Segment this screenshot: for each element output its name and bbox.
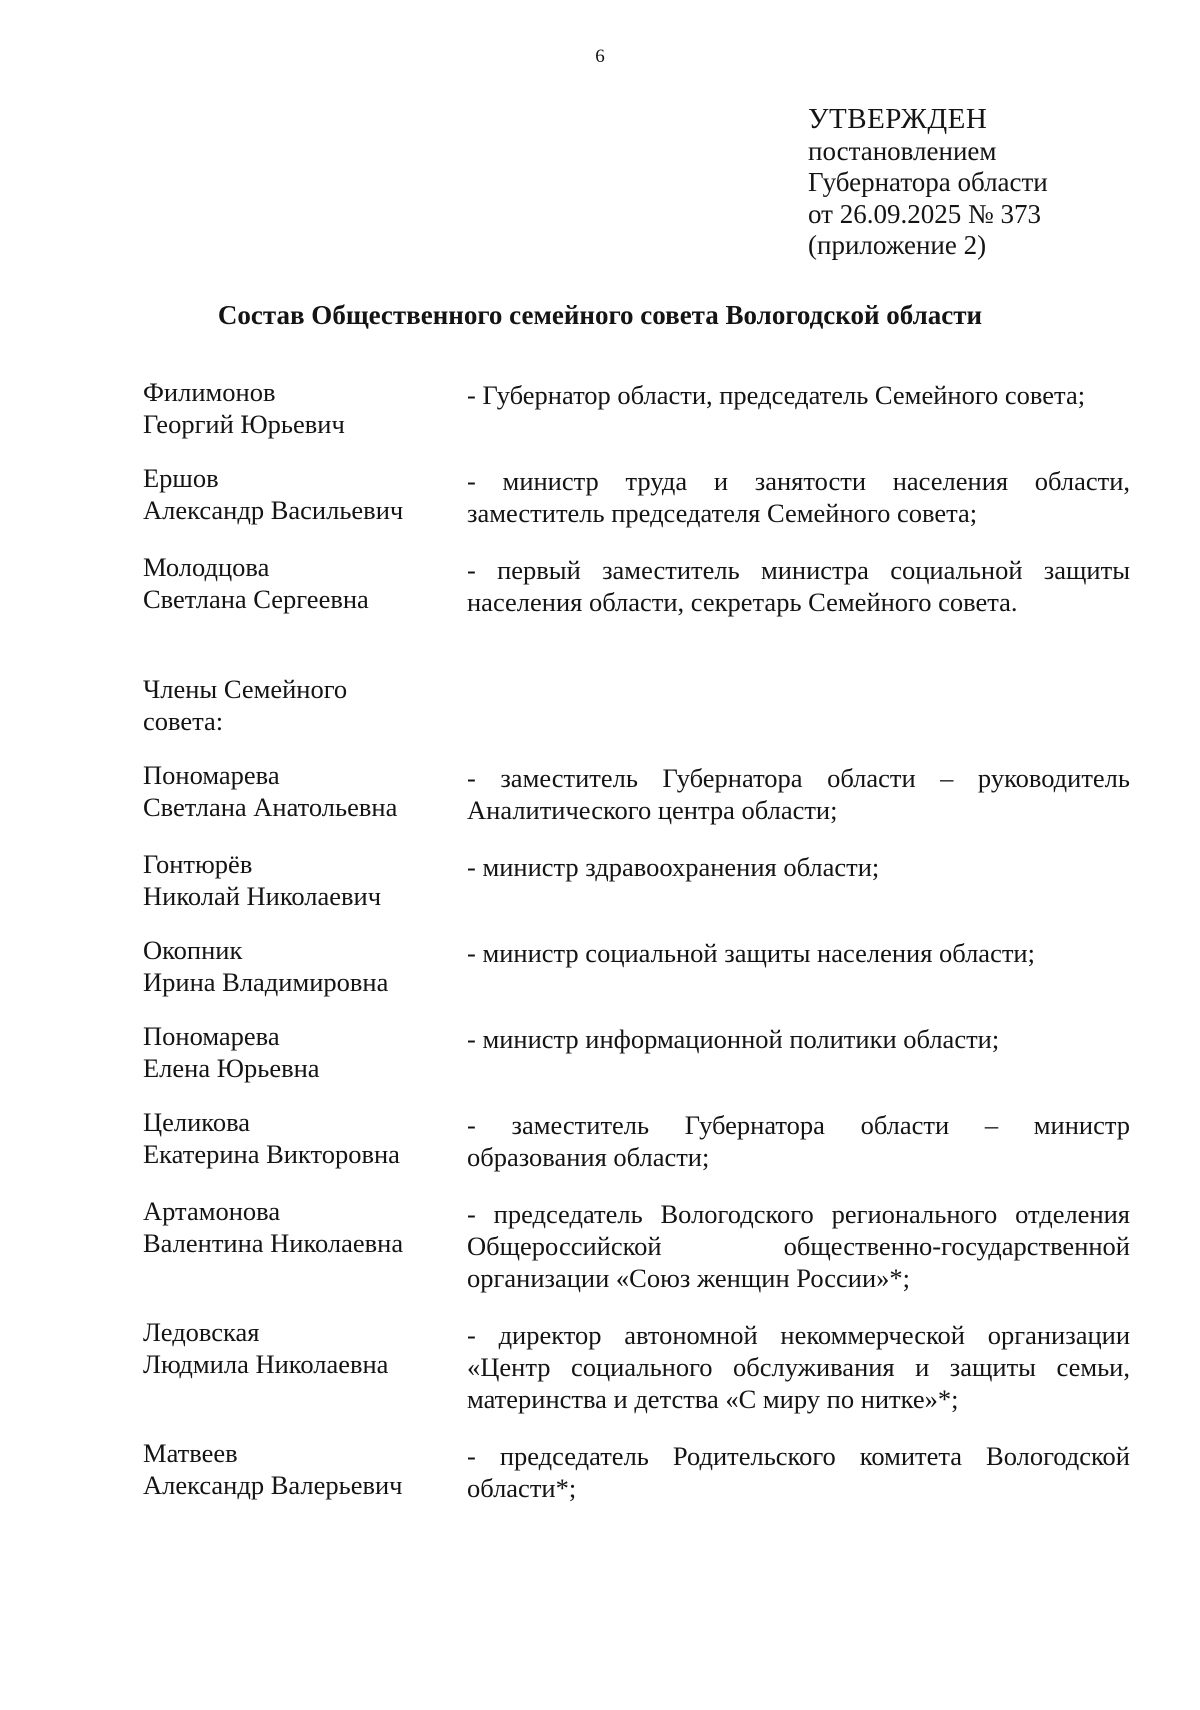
member-name: Артамонова Валентина Николаевна bbox=[143, 1196, 404, 1258]
member-role: - председатель Родительского комитета Вологодской области*; bbox=[467, 1441, 1130, 1503]
member-name: Гонтюрёв Николай Николаевич bbox=[143, 849, 382, 911]
members-heading: Члены Семейного совета: bbox=[143, 674, 348, 736]
member-name: Целикова Екатерина Викторовна bbox=[143, 1107, 400, 1169]
approval-line: постановлением bbox=[808, 135, 997, 166]
member-row bbox=[143, 1437, 1130, 1504]
member-row bbox=[143, 551, 1130, 618]
approval-line: Губернатора области bbox=[808, 167, 1048, 197]
member-name: Ершов Александр Васильевич bbox=[143, 463, 404, 525]
page-number: 6 bbox=[595, 46, 605, 67]
member-row bbox=[143, 759, 1130, 826]
member-role: - министр здравоохранения области; bbox=[467, 852, 880, 882]
member-role: - заместитель Губернатора области – руководитель Аналитического центра области; bbox=[467, 763, 1130, 825]
member-row bbox=[143, 934, 1130, 998]
member-role: - первый заместитель министра социальной защиты населения области, секретарь Семейного совета. bbox=[467, 555, 1130, 617]
member-name: Пономарева Светлана Анатольевна bbox=[143, 760, 398, 822]
member-row bbox=[143, 1020, 1130, 1084]
document-title: Состав Общественного семейного совета Вологодской области bbox=[217, 300, 983, 330]
member-role: - министр социальной защиты населения области; bbox=[467, 938, 1035, 968]
member-name: Ледовская Людмила Николаевна bbox=[143, 1317, 389, 1379]
member-name: Матвеев Александр Валерьевич bbox=[143, 1438, 403, 1500]
member-role: - Губернатор области, председатель Семейного совета; bbox=[467, 380, 1086, 410]
council-composition bbox=[143, 376, 1130, 1504]
member-role: - министр труда и занятости населения области, заместитель председателя Семейного совета; bbox=[467, 466, 1130, 528]
approval-line: (приложение 2) bbox=[808, 230, 987, 260]
member-name: Окопник Ирина Владимировна bbox=[143, 935, 389, 997]
member-role: - заместитель Губернатора области – министр образования области; bbox=[467, 1110, 1130, 1172]
member-name: Пономарева Елена Юрьевна bbox=[143, 1021, 320, 1083]
member-row bbox=[143, 462, 1130, 529]
member-row bbox=[143, 1316, 1130, 1415]
member-row bbox=[143, 1195, 1130, 1294]
member-row bbox=[143, 376, 1130, 440]
member-name: Филимонов Георгий Юрьевич bbox=[143, 377, 345, 439]
member-name: Молодцова Светлана Сергеевна bbox=[143, 552, 369, 614]
member-role: - директор автономной некоммерческой организации «Центр социального обслуживания и защиты семьи, материнства и детства «С миру по нитке»*; bbox=[467, 1320, 1130, 1414]
approval-stamp bbox=[808, 104, 1048, 262]
approval-title: УТВЕРЖДЕН bbox=[808, 103, 988, 135]
member-role: - министр информационной политики области; bbox=[467, 1024, 1000, 1054]
member-row bbox=[143, 848, 1130, 912]
member-role: - председатель Вологодского регионального отделения Общероссийской общественно-государственной организации «Союз женщин России»*; bbox=[467, 1199, 1130, 1293]
member-row bbox=[143, 1106, 1130, 1173]
approval-line: от 26.09.2025 № 373 bbox=[808, 198, 1041, 229]
